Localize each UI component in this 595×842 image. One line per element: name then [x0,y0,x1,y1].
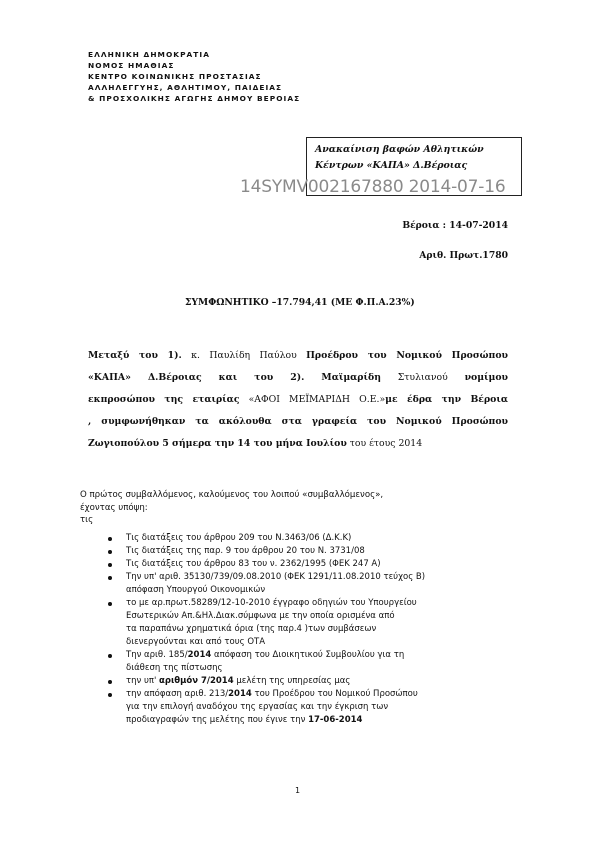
text-bold: , συμφωνήθηκαν τα ακόλουθα στα γραφεία του Νομικού Προσώπου [88,416,508,427]
text-bold: Προέδρου του Νομικού Προσώπου [306,350,508,361]
parties-line [88,345,508,367]
list-item [108,558,518,571]
list-item [108,571,518,597]
parties-line [88,433,508,455]
parties-paragraph [88,345,508,455]
text-regular: του έτους 2014 [346,438,423,449]
header-line: ΚΕΝΤΡΟ ΚΟΙΝΩΝΙΚΗΣ ΠΡΟΣΤΑΣΙΑΣ [88,72,262,81]
subject-line-1: Ανακαίνιση βαφών Αθλητικών [315,144,484,155]
text-bold: 2014 [228,689,252,699]
bullet-icon [108,550,112,554]
list-item-text: για την επιλογή αναδόχου της εργασίας και την έγκριση των [126,702,389,712]
intro-paragraph [80,489,510,527]
considerations-list [108,532,518,727]
list-item-text: το με αρ.πρωτ.58289/12-10-2010 έγγραφο οδηγιών του Υπουργείου [126,598,417,608]
text-bold: 17-06-2014 [308,715,363,725]
list-item [108,597,518,649]
text-bold: αριθμόν 7/2014 [159,676,234,686]
bullet-icon [108,563,112,567]
list-item-text: τα παραπάνω χρηματικά όρια (της παρ.4 )των συμβάσεων [126,624,377,634]
text-regular: Την αριθ. 185/ [126,650,188,660]
list-item-text: Την υπ' αριθ. 35130/739/09.08.2010 (ΦΕΚ 1291/11.08.2010 τεύχος Β) [126,572,426,582]
bullet-icon [108,537,112,541]
list-item-text [126,688,518,701]
parties-line [88,411,508,433]
text-bold: 2014 [187,650,212,660]
protocol-number: Αριθ. Πρωτ.1780 [419,250,508,261]
subject-text [315,142,484,174]
subject-line-2: Κέντρων «ΚΑΠΑ» Δ.Βέροιας [315,160,468,171]
issuer-header [88,49,300,104]
text-regular: «ΑΦΟΙ ΜΕΪΜΑΡΙΔΗ Ο.Ε.» [239,394,386,405]
bullet-icon [108,602,112,606]
parties-line [88,389,508,411]
bullet-icon [108,654,112,658]
text-regular: κ. Παυλίδη Παύλου [181,350,307,361]
intro-line: Ο πρώτος συμβαλλόμενος, καλούμενος του λοιπού «συμβαλλόμενος», [80,490,384,500]
list-item-text [126,714,518,727]
list-item [108,649,518,675]
text-regular: απόφαση του Διοικητικού Συμβουλίου για τη [211,650,405,660]
text-bold: με έδρα την Βέροια [385,394,508,405]
diavgeia-stamp: 14SYMV002167880 2014-07-16 [240,177,506,197]
list-item-text: απόφαση Υπουργού Οικονομικών [126,585,266,595]
header-line: ΑΛΛΗΛΕΓΓΥΗΣ, ΑΘΛΗΤΙΜΟΥ, ΠΑΙΔΕΙΑΣ [88,83,283,92]
header-line: ΕΛΛΗΝΙΚΗ ΔΗΜΟΚΡΑΤΙΑ [88,50,210,59]
text-regular: προδιαγραφών της μελέτης που έγινε την [126,715,309,725]
header-line: & ΠΡΟΣΧΟΛΙΚΗΣ ΑΓΩΓΗΣ ΔΗΜΟΥ ΒΕΡΟΙΑΣ [88,94,301,103]
bullet-icon [108,576,112,580]
list-item-text: διενεργούνται και από τους ΟΤΑ [126,637,266,647]
text-regular: μελέτη της υπηρεσίας μας [233,676,351,686]
page-number: 1 [295,786,301,795]
text-bold: εκπροσώπου της εταιρίας [88,394,240,405]
text-bold: Ζωγιοπούλου 5 σήμερα την 14 του μήνα Ιουλίου [88,438,347,449]
list-item-text: Τις διατάξεις του άρθρου 209 του Ν.3463/06 (Δ.Κ.Κ) [126,533,352,543]
list-item-text: Τις διατάξεις του άρθρου 83 του ν. 2362/1995 (ΦΕΚ 247 Α) [126,559,381,569]
list-item-text [126,675,518,688]
list-item [108,688,518,727]
list-item [108,532,518,545]
list-item-text [126,649,518,662]
text-regular: την υπ' [126,676,160,686]
bullet-icon [108,680,112,684]
text-regular: την απόφαση αριθ. 213/ [126,689,229,699]
document-date: Βέροια : 14-07-2014 [402,220,508,231]
intro-line: έχοντας υπόψη: [80,502,148,513]
intro-line: τις [80,515,94,525]
text-regular: Στυλιανού [380,372,465,383]
list-item-text: Τις διατάξεις της παρ. 9 του άρθρου 20 του Ν. 3731/08 [126,546,365,556]
list-item [108,675,518,688]
text-bold: νομίμου [464,372,508,383]
list-item-text: Εσωτερικών Απ.&Ηλ.Διακ.σύμφωνα με την οποία ορισμένα από [126,611,395,621]
text-bold: Μεταξύ του 1). [88,350,182,361]
text-bold: «ΚΑΠΑ» Δ.Βέροιας και του 2). Μαϊμαρίδη [88,372,381,383]
list-item [108,545,518,558]
parties-line [88,367,508,389]
text-regular: του Προέδρου του Νομικού Προσώπου [251,689,418,699]
bullet-icon [108,693,112,697]
list-item-text: διάθεση της πίστωσης [126,663,223,673]
header-line: ΝΟΜΟΣ ΗΜΑΘΙΑΣ [88,61,175,70]
document-title: ΣΥΜΦΩΝΗΤΙΚΟ –17.794,41 (ΜΕ Φ.Π.Α.23%) [185,297,415,308]
